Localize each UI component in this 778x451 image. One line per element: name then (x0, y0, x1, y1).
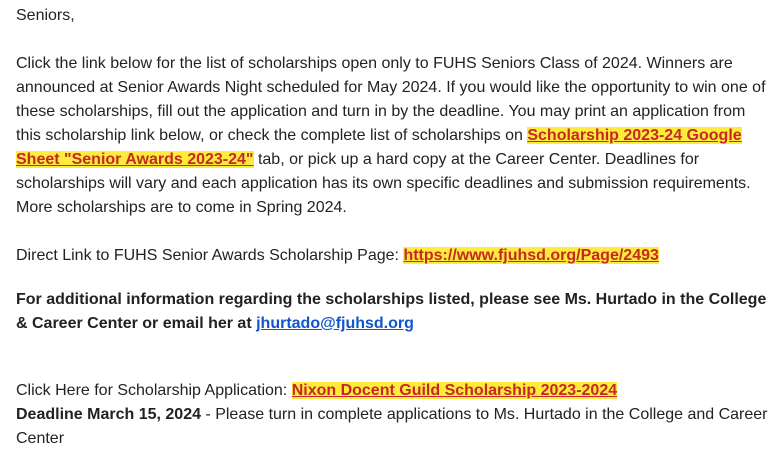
application-line (16, 379, 772, 403)
scholarship-page-link[interactable]: https://www.fjuhsd.org/Page/2493 (403, 247, 659, 264)
intro-text: Click the link below for the list of scholarships open only to FUHS Seniors Class of 2024. Winners are announced at Senior Awards Night scheduled for May 2024. If you would like the opportunity to win one of these scholarships, fill out the application and turn in by the deadline. You may print an application from this scholarship link below, or check the complete list of scholarships on (16, 55, 766, 144)
spacer (16, 268, 772, 288)
nixon-scholarship-application-link[interactable]: Nixon Docent Guild Scholarship 2023-2024 (291, 382, 618, 399)
email-link[interactable]: jhurtado@fjuhsd.org (256, 315, 414, 332)
direct-link-line (16, 244, 772, 268)
deadline-paragraph (16, 403, 772, 451)
scholarship-google-sheet-link[interactable]: Scholarship 2023-24 Google Sheet "Senior Awards 2023-24" (16, 127, 742, 168)
deadline-date: Deadline March 15, 2024 (16, 406, 201, 423)
scholarship-intro-paragraph (16, 52, 772, 220)
deadline-text: - Please turn in complete applications to Ms. Hurtado in the College and Career Center (16, 406, 768, 447)
intro-text-continued: tab, or pick up a hard copy at the Career Center. Deadlines for scholarships will vary and each application has its own specific deadlines and submission requirements. More scholarships are to come in Spring 2024. (16, 151, 751, 216)
email-body (16, 4, 772, 451)
spacer (16, 220, 772, 244)
direct-link-label: Direct Link to FUHS Senior Awards Scholarship Page: (16, 247, 404, 264)
greeting: Seniors, (16, 7, 75, 24)
additional-info-text: For additional information regarding the scholarships listed, please see Ms. Hurtado in the College & Career Center or email her at (16, 291, 767, 332)
spacer (16, 28, 772, 52)
additional-info-paragraph (16, 288, 772, 336)
application-label: Click Here for Scholarship Application: (16, 382, 292, 399)
spacer (16, 336, 772, 379)
